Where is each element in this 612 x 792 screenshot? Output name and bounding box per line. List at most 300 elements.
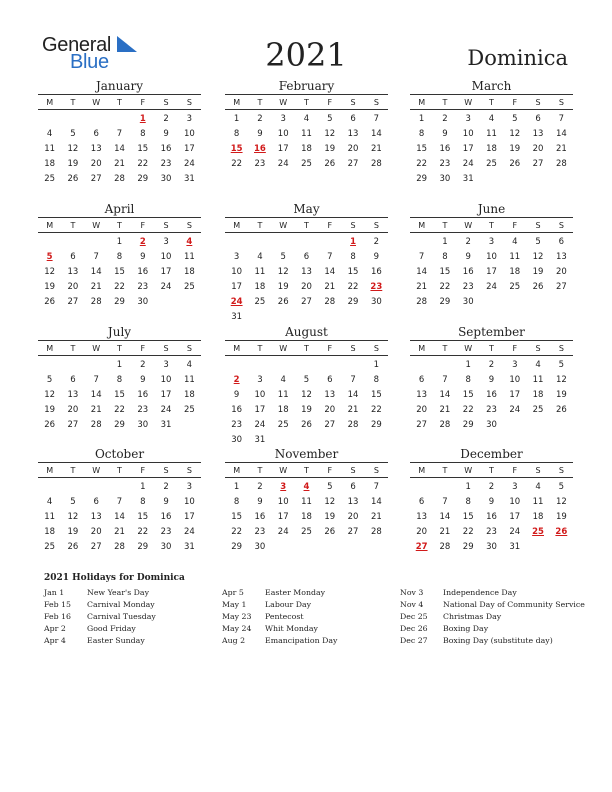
day-cell: 13 — [555, 252, 567, 262]
day-cell: 3 — [186, 482, 193, 492]
weekday-header — [225, 462, 388, 478]
day-cell: 13 — [532, 129, 544, 139]
holiday-day-cell: 4 — [303, 482, 310, 492]
empty-cell — [38, 112, 61, 127]
day-grid — [410, 235, 573, 310]
holiday-day-cell: 1 — [350, 237, 357, 247]
day-cell: 1 — [140, 482, 146, 492]
day-cell: 10 — [486, 252, 497, 262]
day-cell: 21 — [90, 282, 102, 292]
day-cell: 9 — [373, 252, 380, 262]
day-grid — [225, 235, 388, 325]
holiday-name: Easter Sunday — [87, 636, 145, 645]
month-may — [225, 201, 388, 325]
day-cell: 10 — [509, 375, 521, 385]
day-cell: 26 — [44, 297, 56, 307]
day-cell: 29 — [137, 542, 149, 552]
holiday-row — [222, 635, 337, 647]
day-cell: 6 — [418, 497, 425, 507]
month-name: June — [477, 202, 506, 216]
day-cell: 21 — [439, 527, 451, 537]
day-cell: 8 — [350, 252, 356, 262]
day-cell: 1 — [442, 237, 448, 247]
weekday-label: S — [373, 220, 379, 230]
day-cell: 25 — [254, 297, 266, 307]
month-january — [38, 78, 201, 187]
weekday-label: W — [92, 343, 101, 353]
day-cell: 3 — [512, 360, 518, 370]
day-cell: 10 — [160, 375, 172, 385]
day-cell: 28 — [90, 297, 102, 307]
day-cell: 17 — [160, 390, 172, 400]
day-cell: 16 — [486, 512, 497, 522]
weekday-label: T — [442, 97, 448, 107]
day-cell: 13 — [301, 267, 312, 277]
day-cell: 11 — [44, 144, 56, 154]
day-cell: 26 — [532, 282, 544, 292]
weekday-label: S — [186, 220, 192, 230]
month-name: July — [107, 325, 132, 339]
weekday-label: M — [233, 465, 241, 475]
day-cell: 8 — [373, 375, 380, 385]
day-cell: 20 — [416, 405, 428, 415]
day-cell: 31 — [509, 542, 521, 552]
day-cell: 10 — [509, 497, 521, 507]
weekday-label: M — [233, 220, 241, 230]
empty-cell — [85, 358, 108, 373]
holiday-row — [222, 587, 337, 599]
day-cell: 14 — [370, 129, 382, 139]
day-cell: 17 — [462, 144, 474, 154]
day-cell: 20 — [90, 527, 102, 537]
weekday-label: T — [489, 97, 494, 107]
day-cell: 4 — [488, 114, 495, 124]
day-cell: 4 — [280, 375, 286, 385]
month-name: October — [94, 447, 145, 461]
empty-cell — [295, 358, 318, 373]
weekday-label: F — [327, 97, 333, 107]
day-cell: 28 — [439, 420, 451, 430]
day-cell: 9 — [442, 129, 448, 139]
weekday-label: F — [512, 220, 518, 230]
day-cell: 28 — [114, 174, 125, 184]
holiday-name: Independence Day — [443, 588, 517, 597]
weekday-label: M — [46, 97, 54, 107]
weekday-label: S — [373, 465, 379, 475]
day-cell: 25 — [183, 405, 195, 415]
empty-cell — [248, 235, 271, 250]
day-cell: 14 — [324, 267, 336, 277]
day-cell: 23 — [231, 420, 243, 430]
day-cell: 2 — [465, 237, 471, 247]
day-cell: 29 — [347, 297, 359, 307]
day-cell: 14 — [439, 390, 451, 400]
day-cell: 10 — [231, 267, 243, 277]
holiday-name: Emancipation Day — [265, 636, 338, 645]
day-cell: 1 — [373, 360, 380, 370]
day-cell: 18 — [44, 159, 56, 169]
holiday-column — [400, 587, 585, 647]
weekday-label: T — [304, 343, 309, 353]
holiday-date: Apr 2 — [44, 624, 66, 633]
holiday-day-cell: 3 — [280, 482, 287, 492]
day-cell: 28 — [90, 420, 102, 430]
weekday-label: S — [558, 343, 564, 353]
day-cell: 26 — [324, 527, 336, 537]
day-cell: 9 — [163, 497, 169, 507]
day-cell: 28 — [324, 297, 336, 307]
day-cell: 12 — [509, 129, 521, 139]
day-cell: 7 — [327, 252, 333, 262]
day-cell: 30 — [137, 420, 149, 430]
day-cell: 20 — [532, 144, 544, 154]
day-cell: 6 — [93, 129, 99, 139]
day-cell: 18 — [183, 390, 195, 400]
day-cell: 29 — [462, 420, 474, 430]
weekday-label: S — [186, 343, 192, 353]
day-cell: 25 — [486, 159, 497, 169]
day-cell: 22 — [114, 405, 125, 415]
day-cell: 19 — [44, 282, 56, 292]
day-cell: 17 — [160, 267, 172, 277]
month-june — [410, 201, 573, 310]
day-cell: 8 — [116, 375, 123, 385]
weekday-header — [225, 217, 388, 233]
empty-cell — [61, 112, 84, 127]
day-cell: 25 — [301, 527, 312, 537]
day-cell: 5 — [327, 482, 333, 492]
day-cell: 24 — [509, 405, 521, 415]
day-cell: 30 — [462, 297, 474, 307]
empty-cell — [272, 235, 295, 250]
weekday-label: W — [279, 97, 288, 107]
weekday-label: F — [327, 220, 333, 230]
day-cell: 18 — [277, 405, 289, 415]
holiday-date: Nov 4 — [400, 600, 424, 609]
day-cell: 20 — [555, 267, 567, 277]
weekday-label: F — [327, 465, 333, 475]
day-cell: 30 — [254, 542, 266, 552]
day-cell: 20 — [347, 144, 359, 154]
day-cell: 17 — [486, 267, 497, 277]
day-cell: 25 — [301, 159, 312, 169]
day-cell: 13 — [90, 144, 102, 154]
day-cell: 9 — [465, 252, 471, 262]
day-cell: 27 — [67, 297, 79, 307]
month-name: January — [95, 79, 144, 93]
day-cell: 26 — [67, 174, 79, 184]
day-cell: 27 — [416, 420, 428, 430]
day-cell: 31 — [254, 435, 266, 445]
day-cell: 10 — [277, 497, 289, 507]
holiday-name: Carnival Tuesday — [87, 612, 156, 621]
day-cell: 24 — [160, 282, 172, 292]
day-cell: 16 — [160, 144, 172, 154]
month-name: March — [471, 79, 512, 93]
empty-cell — [225, 358, 248, 373]
day-cell: 27 — [67, 420, 79, 430]
day-cell: 6 — [350, 482, 356, 492]
holiday-date: Dec 25 — [400, 612, 428, 621]
day-cell: 10 — [183, 497, 195, 507]
holiday-row — [222, 611, 337, 623]
day-cell: 15 — [370, 390, 382, 400]
weekday-label: W — [279, 220, 288, 230]
weekday-label: T — [117, 465, 122, 475]
day-cell: 11 — [301, 497, 312, 507]
day-cell: 4 — [46, 497, 53, 507]
day-cell: 21 — [347, 405, 359, 415]
empty-cell — [410, 480, 433, 495]
holiday-date: Dec 26 — [400, 624, 428, 633]
empty-cell — [410, 358, 433, 373]
day-cell: 4 — [535, 360, 541, 370]
day-cell: 18 — [183, 267, 195, 277]
day-cell: 5 — [280, 252, 286, 262]
day-cell: 20 — [90, 159, 102, 169]
day-cell: 22 — [462, 405, 474, 415]
day-cell: 23 — [254, 159, 266, 169]
holiday-row — [222, 599, 337, 611]
day-cell: 24 — [277, 159, 289, 169]
weekday-label: M — [46, 220, 54, 230]
day-cell: 21 — [90, 405, 102, 415]
calendar-year: 2021 — [265, 36, 347, 74]
day-cell: 11 — [254, 267, 266, 277]
day-cell: 26 — [277, 297, 289, 307]
day-cell: 18 — [254, 282, 266, 292]
day-cell: 27 — [532, 159, 544, 169]
day-cell: 19 — [67, 159, 79, 169]
holiday-day-cell: 25 — [532, 527, 544, 537]
day-grid — [410, 358, 573, 433]
weekday-label: S — [373, 343, 379, 353]
weekday-label: M — [418, 465, 426, 475]
holiday-date: Aug 2 — [222, 636, 246, 645]
weekday-label: T — [489, 465, 494, 475]
day-cell: 13 — [90, 512, 102, 522]
day-cell: 11 — [509, 252, 521, 262]
weekday-label: F — [140, 343, 146, 353]
holiday-day-cell: 26 — [555, 527, 568, 537]
day-cell: 9 — [257, 497, 263, 507]
day-cell: 25 — [183, 282, 195, 292]
day-cell: 9 — [163, 129, 169, 139]
holiday-row — [44, 623, 156, 635]
holiday-date: Feb 16 — [44, 612, 71, 621]
day-cell: 3 — [163, 237, 169, 247]
day-cell: 21 — [324, 282, 336, 292]
day-cell: 17 — [254, 405, 266, 415]
day-cell: 23 — [254, 527, 266, 537]
weekday-label: S — [350, 220, 356, 230]
day-cell: 11 — [44, 512, 56, 522]
holiday-date: Apr 5 — [222, 588, 244, 597]
day-cell: 7 — [418, 252, 425, 262]
day-cell: 4 — [303, 114, 310, 124]
day-cell: 27 — [347, 159, 359, 169]
day-cell: 7 — [116, 497, 123, 507]
day-cell: 23 — [160, 527, 172, 537]
day-cell: 22 — [462, 527, 474, 537]
empty-cell — [318, 358, 341, 373]
weekday-label: S — [186, 465, 192, 475]
weekday-header — [225, 340, 388, 356]
day-cell: 9 — [488, 497, 495, 507]
empty-cell — [85, 480, 108, 495]
weekday-label: M — [46, 343, 54, 353]
day-cell: 4 — [535, 482, 541, 492]
day-cell: 25 — [44, 174, 56, 184]
weekday-header — [38, 340, 201, 356]
holiday-date: Apr 4 — [44, 636, 66, 645]
day-cell: 15 — [231, 512, 243, 522]
day-cell: 14 — [114, 512, 125, 522]
day-cell: 28 — [370, 527, 382, 537]
holiday-row — [44, 587, 156, 599]
day-cell: 9 — [140, 252, 146, 262]
day-cell: 30 — [486, 420, 497, 430]
holiday-name: Pentecost — [265, 612, 304, 621]
month-december — [410, 446, 573, 555]
day-cell: 16 — [231, 405, 243, 415]
empty-cell — [38, 480, 61, 495]
weekday-label: S — [558, 465, 564, 475]
weekday-label: W — [92, 465, 101, 475]
day-cell: 3 — [465, 114, 471, 124]
day-cell: 6 — [303, 252, 310, 262]
day-cell: 24 — [254, 420, 266, 430]
day-cell: 2 — [257, 482, 263, 492]
month-name: September — [458, 325, 525, 339]
month-february — [225, 78, 388, 172]
holiday-name: National Day of Community Service — [443, 600, 585, 609]
day-cell: 23 — [160, 159, 172, 169]
weekday-header — [410, 340, 573, 356]
day-cell: 5 — [558, 482, 565, 492]
weekday-label: F — [512, 97, 518, 107]
day-cell: 20 — [301, 282, 312, 292]
day-cell: 17 — [509, 512, 521, 522]
day-cell: 29 — [462, 542, 474, 552]
day-cell: 28 — [555, 159, 567, 169]
weekday-label: T — [70, 220, 76, 230]
day-cell: 11 — [277, 390, 289, 400]
holiday-row — [222, 623, 337, 635]
day-cell: 6 — [350, 114, 356, 124]
holiday-date: Jan 1 — [44, 588, 65, 597]
weekday-label: T — [442, 465, 448, 475]
day-cell: 21 — [114, 527, 125, 537]
holiday-name: Labour Day — [265, 600, 312, 609]
empty-cell — [85, 235, 108, 250]
day-cell: 13 — [324, 390, 336, 400]
day-cell: 11 — [183, 252, 195, 262]
day-cell: 8 — [465, 375, 471, 385]
day-cell: 22 — [114, 282, 125, 292]
weekday-label: F — [327, 343, 333, 353]
day-grid — [38, 358, 201, 433]
day-cell: 15 — [462, 390, 474, 400]
weekday-label: S — [163, 465, 169, 475]
empty-cell — [433, 480, 456, 495]
day-cell: 22 — [137, 527, 149, 537]
day-cell: 24 — [160, 405, 172, 415]
weekday-label: T — [442, 220, 448, 230]
day-cell: 30 — [486, 542, 497, 552]
weekday-label: M — [46, 465, 54, 475]
day-cell: 3 — [257, 375, 263, 385]
day-cell: 24 — [183, 159, 195, 169]
weekday-label: T — [117, 220, 122, 230]
empty-cell — [61, 358, 84, 373]
holiday-date: May 24 — [222, 624, 252, 633]
weekday-label: S — [535, 220, 541, 230]
weekday-header — [38, 94, 201, 110]
day-cell: 13 — [67, 267, 79, 277]
holiday-row — [400, 599, 585, 611]
weekday-label: T — [304, 220, 309, 230]
day-cell: 12 — [555, 497, 567, 507]
holiday-date: Nov 3 — [400, 588, 424, 597]
day-cell: 26 — [555, 405, 567, 415]
holiday-day-cell: 4 — [186, 237, 193, 247]
weekday-label: W — [464, 465, 473, 475]
day-cell: 20 — [67, 405, 79, 415]
weekday-label: T — [304, 97, 309, 107]
holiday-day-cell: 1 — [139, 114, 146, 124]
day-cell: 7 — [93, 252, 99, 262]
day-cell: 11 — [532, 497, 544, 507]
empty-cell — [38, 235, 61, 250]
day-cell: 29 — [370, 420, 382, 430]
day-cell: 20 — [67, 282, 79, 292]
day-cell: 27 — [347, 527, 359, 537]
day-cell: 11 — [183, 375, 195, 385]
day-cell: 24 — [486, 282, 497, 292]
day-cell: 5 — [558, 360, 565, 370]
weekday-label: T — [117, 343, 122, 353]
day-grid — [225, 358, 388, 448]
day-cell: 19 — [555, 390, 567, 400]
day-cell: 8 — [233, 129, 240, 139]
weekday-label: T — [70, 465, 76, 475]
day-cell: 12 — [44, 267, 56, 277]
day-cell: 12 — [67, 512, 79, 522]
month-name: August — [285, 325, 328, 339]
day-cell: 27 — [324, 420, 336, 430]
month-name: December — [460, 447, 523, 461]
month-july — [38, 324, 201, 433]
day-cell: 17 — [183, 512, 195, 522]
day-cell: 13 — [67, 390, 79, 400]
day-cell: 29 — [416, 174, 428, 184]
weekday-header — [225, 94, 388, 110]
day-cell: 16 — [160, 512, 172, 522]
month-september — [410, 324, 573, 433]
holiday-row — [400, 623, 585, 635]
day-cell: 16 — [462, 267, 474, 277]
day-cell: 9 — [488, 375, 495, 385]
day-cell: 28 — [114, 542, 125, 552]
day-cell: 13 — [347, 497, 359, 507]
day-cell: 10 — [277, 129, 289, 139]
day-cell: 3 — [233, 252, 240, 262]
day-cell: 15 — [439, 267, 451, 277]
day-cell: 6 — [418, 375, 425, 385]
day-cell: 1 — [233, 114, 240, 124]
day-cell: 2 — [163, 114, 169, 124]
